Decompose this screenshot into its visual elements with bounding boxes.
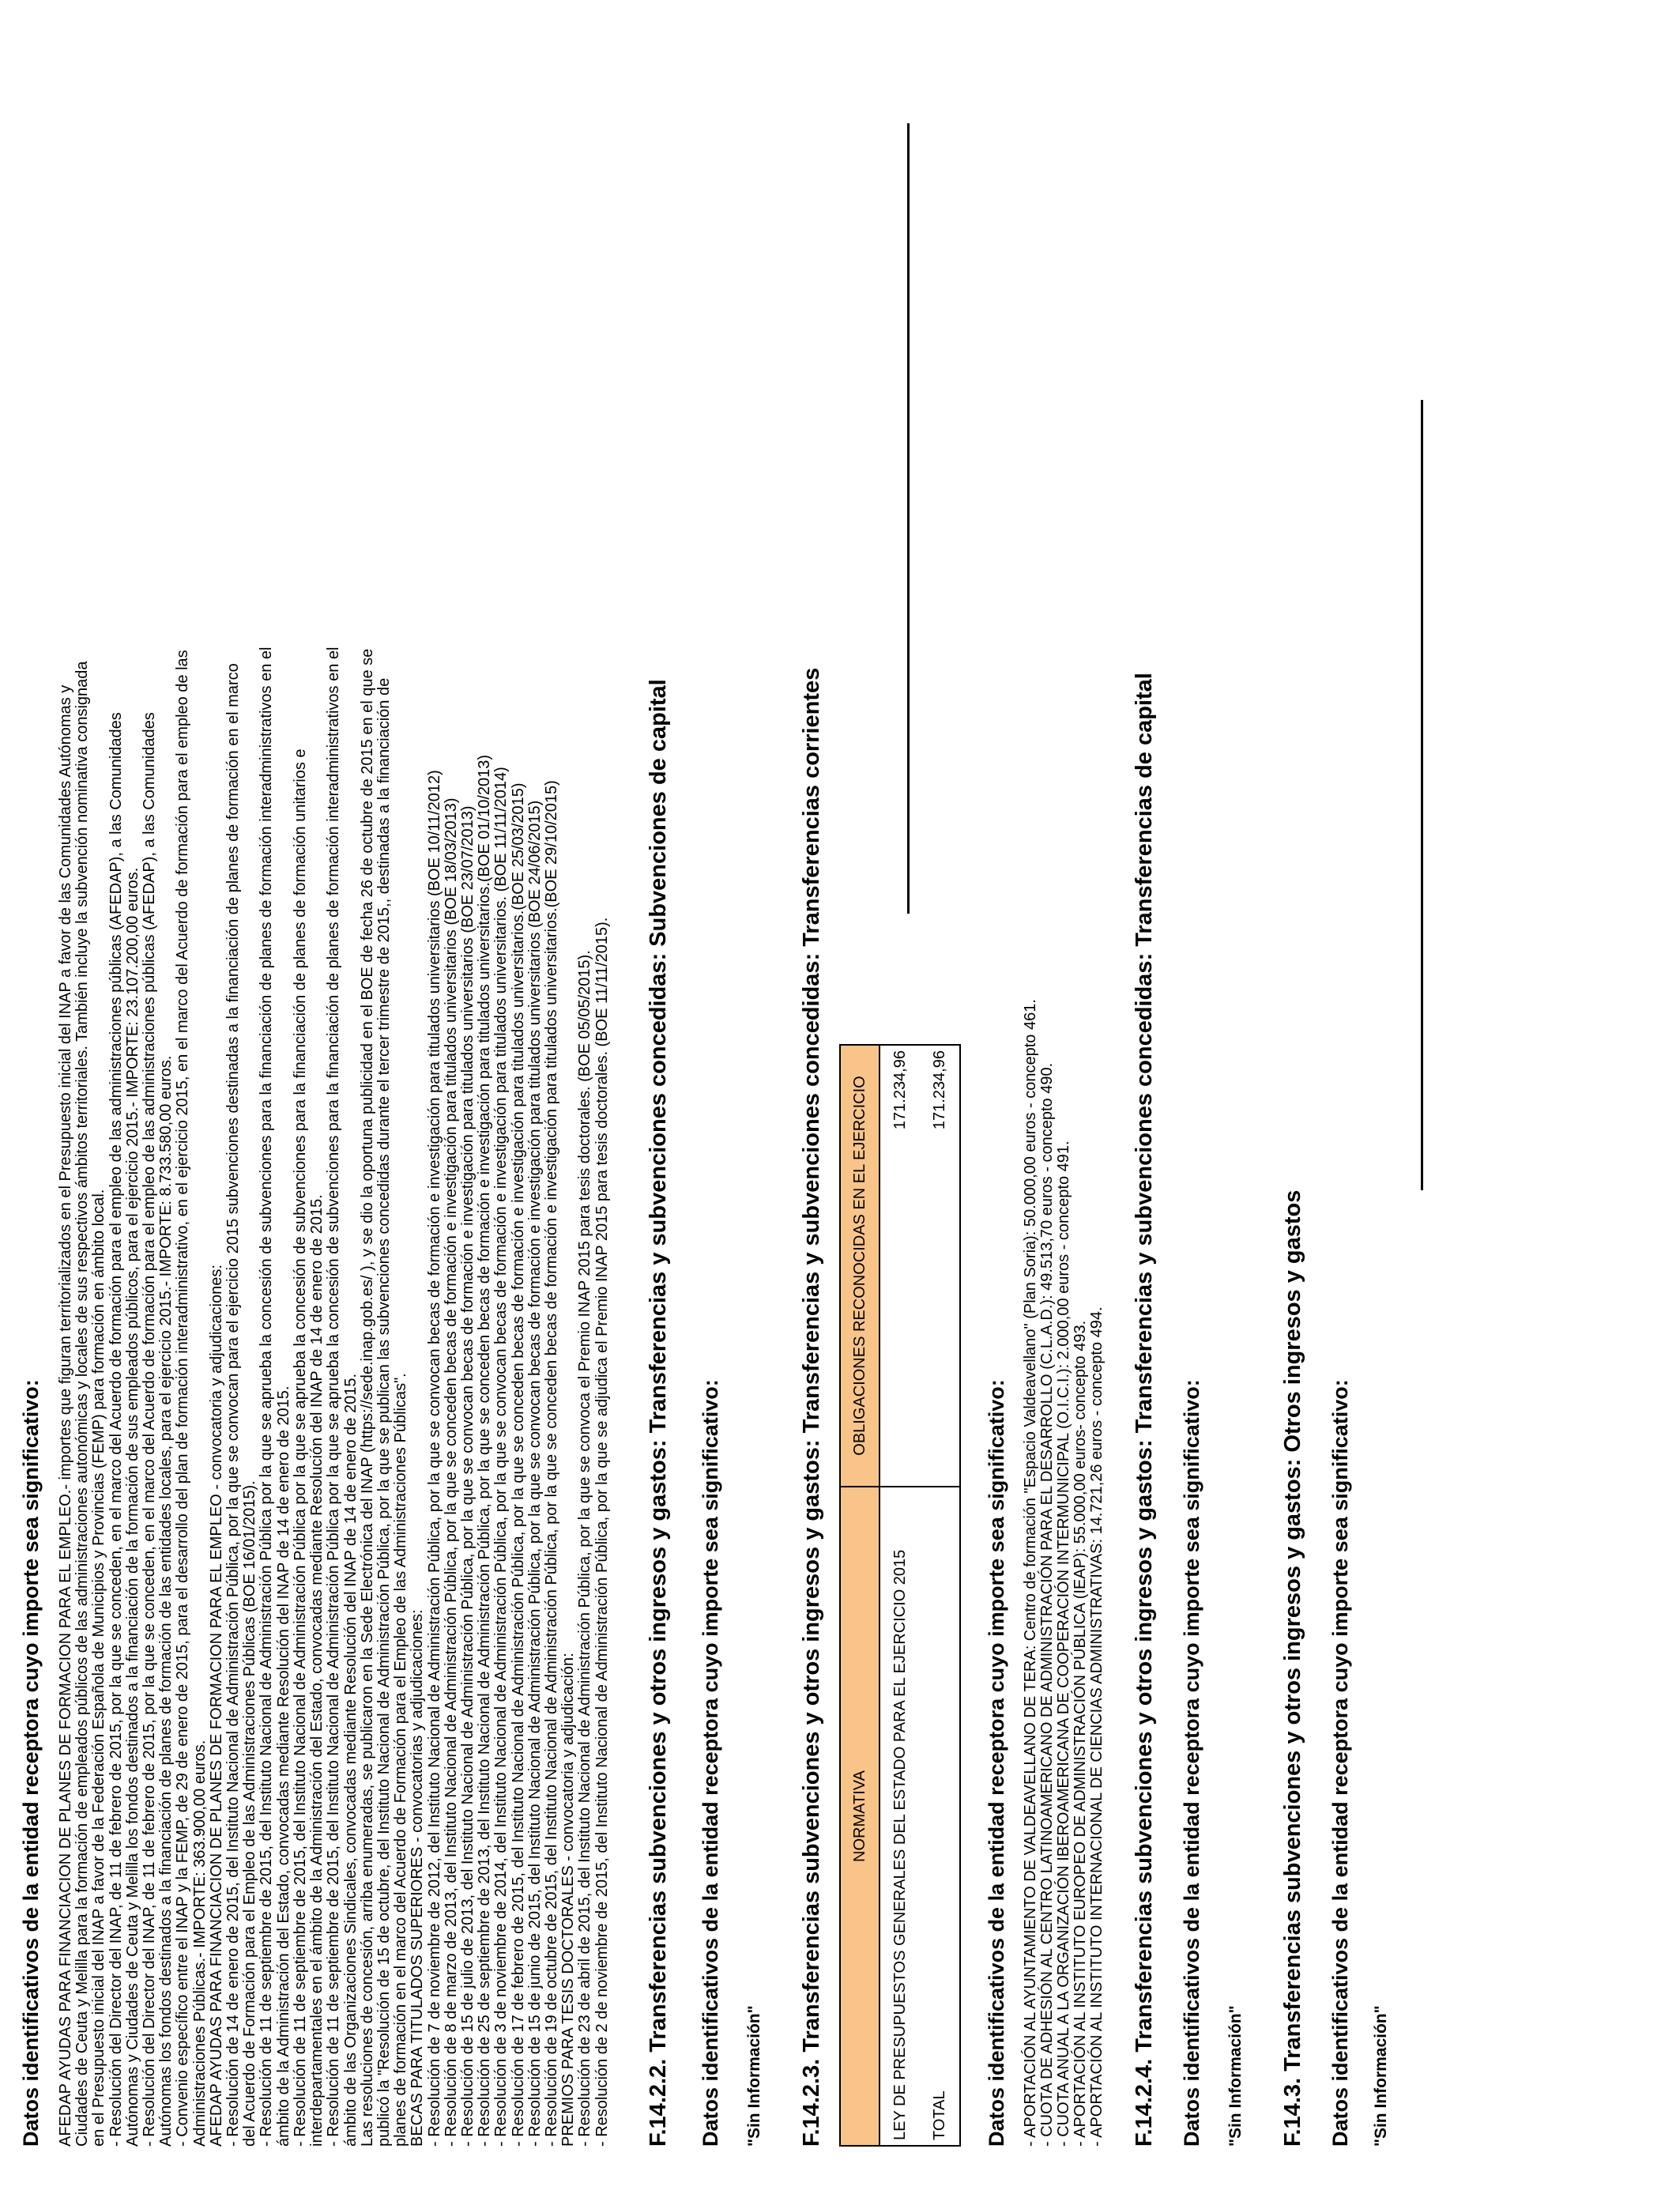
detail-line: - Resolución de 15 de junio de 2015, del Instituto Nacional de Administración Pública, por la que se convocan becas de formación e investigación para titulados universitarios (BOE 24/06/2015) (525, 800, 544, 2147)
detail-line: - APORTACIÓN AL INSTITUTO EUROPEO DE ADMINISTRACIÓN PÚBLICA (IEAP): 55.000,00 euros- concepto 493. (1072, 1320, 1090, 2147)
detail-line: interdepartamentales en el ámbito de la Administración del Estado, convocadas mediante Resolución del INAP de 14 de enero de 2015. (308, 1194, 326, 2147)
f1423-detail-text (1023, 158, 1106, 2147)
main-detail-text (58, 158, 611, 2147)
f1423-heading: Datos identificativos de la entidad receptora cuyo importe sea significativo: (985, 1379, 1009, 2147)
detail-line: - Resolución de 11 de septiembre de 2015, del Instituto Nacional de Administración Pública por la que se aprueba la concesión de subvenciones para la financiación de planes de formación unitarios e (291, 748, 309, 2147)
f1422-title: F.14.2.2. Transferencias subvenciones y otros ingresos y gastos: Transferencias y subvenciones concedidas: Subvenciones de capital (645, 679, 671, 2147)
detail-line: Autónomas los fondos destinados a la financiación de planes de formación de las entidades locales, para el ejercicio 2015.- IMPORTE: 8.733.580,00 euros. (157, 1055, 175, 2147)
f1424-title: F.14.2.4. Transferencias subvenciones y otros ingresos y gastos: Transferencias y subvenciones concedidas: Transferencias de capital (1131, 673, 1157, 2147)
detail-line: - Resolución de 3 de noviembre de 2014, del Instituto Nacional de Administración Pública, por la que se convocan becas de formación e investigación para titulados universitarios. (BOE 11/11/2014) (492, 767, 510, 2147)
table-row-total (920, 1045, 960, 2146)
table-cell-amount: 171.234,96 (880, 1045, 920, 1487)
detail-line: - Resolución del Director del INAP, de 11 de febrero de 2015, por la que se conceden, en el marco del Acuerdo de formación para el empleo de las administraciones públicas (AFEDAP), a las Comunidades (141, 712, 159, 2147)
detail-line: - Resolución del Director del INAP, de 11 de febrero de 2015, por la que se conceden, en el marco del Acuerdo de formación para el empleo de las administraciones públicas (AFEDAP), a las Comunidades (107, 712, 125, 2147)
table-cell-total-amount: 171.234,96 (920, 1045, 960, 1487)
f1424-heading: Datos identificativos de la entidad receptora cuyo importe sea significativo: (1179, 1379, 1203, 2147)
detail-line: - Resolución de 25 de septiembre de 2013, del Instituto Nacional de Administración Pública, por la que se conceden becas de formación e investigación para titulados universitarios.(BOE 01/10/2013) (476, 754, 494, 2147)
detail-line: - Resolución de 17 de febrero de 2015, del Instituto Nacional de Administración Pública, por la que se conceden becas de formación e investigación para titulados universitarios.(BOE 25/03/2015) (509, 782, 527, 2147)
detail-line: - APORTACIÓN AL INSTITUTO INTERNACIONAL DE CIENCIAS ADMINISTRATIVAS: 14.721,26 euros - concepto 494. (1088, 1306, 1106, 2147)
detail-line: publicó la "Resolución de 15 de octubre, del Instituto Nacional de Administración Pública, por la que se publican las subvenciones concedidas durante el tercer trimestre de 2015,, destinadas a la financiación de (375, 677, 393, 2147)
detail-line: Ciudades de Ceuta y Melilla para la formación de empleados públicos de las administraciones autonómicas y locales de sus respectivos ámbitos territoriales. También incluye la subvención nominativa consignada (73, 661, 92, 2147)
f143-title: F.14.3. Transferencias subvenciones y otros ingresos y gastos: Otros ingresos y gastos (1279, 1189, 1305, 2147)
detail-line: - Resolución de 15 de julio de 2013, del Instituto Nacional de Administración Pública, por la que se convocan becas de formación e investigación para titulados universitarios (BOE 23/07/2013) (458, 805, 477, 2147)
detail-line: planes de formación en el marco del Acuerdo de Formación para el Empleo de las Administraciones Públicas". (392, 1373, 410, 2147)
detail-line: - Resolución de 14 de enero de 2015, del Instituto Nacional de Administración Pública, por la que se convocan para el ejercicio 2015 subvenciones destinadas a la financiación de planes de formación en el marco (224, 663, 243, 2147)
detail-line: PREMIOS PARA TESIS DOCTORALES - convocatoria y adjudicación: (559, 1653, 578, 2147)
detail-line: Administraciones Públicas.- IMPORTE: 363.900,00 euros. (190, 1740, 209, 2147)
detail-line: - Resolución de 11 de septiembre de 2015, del Instituto Nacional de Administración Pública por la que se aprueba la concesión de subvenciones para la financiación de planes de formación interadministrativos en el (258, 647, 276, 2147)
f143-note: "Sin Información" (1372, 2005, 1391, 2147)
detail-line: - CUOTA DE ADHESIÓN AL CENTRO LATINOAMERICANO DE ADMINISTRACIÓN PARA EL DESARROLLO (C.L.A.D.): 49.513,70 euros - concepto 490. (1038, 1062, 1056, 2147)
detail-line: AFEDAP AYUDAS PARA FINANCIACION DE PLANES DE FORMACION PARA EL EMPLEO.- importes que figuran territorializados en el Presupuesto inicial del INAP a favor de las Comunidades Autónomas y (57, 684, 75, 2147)
detail-line: del Acuerdo de Formación para el Empleo de las Administraciones Públicas (BOE 16/01/2015). (241, 1480, 259, 2147)
detail-line: - Resolución de 7 de noviembre de 2012, del Instituto Nacional de Administración Pública, por la que se convocan becas de formación e investigación para titulados universitarios (BOE 10/11/2012) (425, 770, 443, 2147)
detail-line: Las resoluciones de concesión, arriba enumeradas, se publicaron en la Sede Electrónica del INAP (https://sede.inap.gob.es/ ), y se dio la oportuna publicidad en el BOE de fecha 26 de octubre de 2015 en el que se (358, 648, 376, 2147)
divider-rule-upper (907, 123, 910, 914)
f143-heading: Datos identificativos de la entidad receptora cuyo importe sea significativo: (1328, 1379, 1353, 2147)
detail-line: en el Presupuesto inicial del INAP a favor de la Federación Española de Municipios y Provincias (FEMP) para formación en ámbito local. (90, 1189, 108, 2147)
detail-line: - CUOTA ANUAL A LA ORGANIZACIÓN IBEROAMERICANA DE COOPERACIÓN INTERMUNICIPAL (O.I.C.I.): 2.000,00 euros - concepto 491. (1054, 1140, 1072, 2147)
detail-line: AFEDAP AYUDAS PARA FINANCIACION DE PLANES DE FORMACION PARA EL EMPLEO - convocatoria y adjudicaciones: (207, 1265, 225, 2147)
header-normativa: NORMATIVA (840, 1487, 880, 2146)
table-cell-normativa: LEY DE PRESUPUESTOS GENERALES DEL ESTADO PARA EL EJERCICIO 2015 (880, 1487, 920, 2146)
header-obligaciones: OBLIGACIONES RECONOCIDAS EN EL EJERCICIO (840, 1045, 880, 1487)
table-row (880, 1045, 920, 2146)
f1424-note: "Sin Información" (1226, 2005, 1245, 2147)
detail-line: - Resolución de 2 de noviembre de 2015, del Instituto Nacional de Administración Pública, por la que se adjudica el Premio INAP 2015 para tesis doctorales. (BOE 11/11/2015). (593, 917, 611, 2147)
divider-rule-lower (1421, 400, 1423, 1190)
table-header-row (840, 1045, 880, 2146)
detail-line: - Resolución de 8 de marzo de 2013, del Instituto Nacional de Administración Pública, por la que se conceden becas de formación e investigación para titulados universitarios (BOE 18/03/2013) (442, 797, 460, 2147)
detail-line: ámbito de las Organizaciones Sindicales, convocadas mediante Resolución del INAP de 14 de enero de 2015. (341, 1373, 360, 2147)
detail-line: - Convenio específico entre el INAP y la FEMP, de 29 de enero de 2015, para el desarrollo del plan de formación interadministrativo, en el ejercicio 2015, en el marco del Acuerdo de formación para el empleo de las (174, 650, 192, 2147)
table-cell-total-label: TOTAL (920, 1487, 960, 2146)
detail-line: BECAS PARA TITULADOS SUPERIORES - convocatorias y adjudicaciones: (409, 1609, 427, 2147)
detail-line: - Resolución de 11 de septiembre de 2015, del Instituto Nacional de Administración Pública por la que se aprueba la concesión de subvenciones para la financiación de planes de formación interadministrativos en el (325, 647, 343, 2147)
f1422-heading: Datos identificativos de la entidad receptora cuyo importe sea significativo: (699, 1379, 723, 2147)
section-heading-main: Datos identificativos de la entidad receptora cuyo importe sea significativo: (19, 1379, 43, 2147)
detail-line: - Resolución de 19 de octubre de 2015, del Instituto Nacional de Administración Pública, por la que se conceden becas de formación e investigación para titulados universitarios.(BOE 29/10/2015) (542, 780, 560, 2147)
detail-line: Autónomas y Ciudades de Ceuta y Melilla los fondos destinados a la financiación de la formación de sus empleados públicos, para el ejercicio 2015.- IMPORTE: 23.107.200,00 euros. (123, 867, 141, 2147)
detail-line: - APORTACIÓN AL AYUNTAMIENTO DE VALDEAVELLANO DE TERA: Centro de formación "Espacio Valdeavellano" (Plan Soria): 50.000,00 euros - concepto 461. (1021, 999, 1039, 2147)
f1422-note: "Sin Información" (745, 2005, 764, 2147)
transferencias-corrientes-table (839, 1044, 961, 2147)
detail-line: - Resolución de 23 de abril de 2015, del Instituto Nacional de Administración Pública, por la que se convoca el Premio INAP 2015 para tesis doctorales. (BOE 05/05/2015). (576, 950, 594, 2147)
detail-line: ámbito de la Administración del Estado, convocadas mediante Resolución del INAP de 14 de enero de 2015. (274, 1385, 292, 2147)
f1423-title: F.14.2.3. Transferencias subvenciones y otros ingresos y gastos: Transferencias y subvenciones concedidas: Transferencias corrientes (799, 667, 825, 2147)
